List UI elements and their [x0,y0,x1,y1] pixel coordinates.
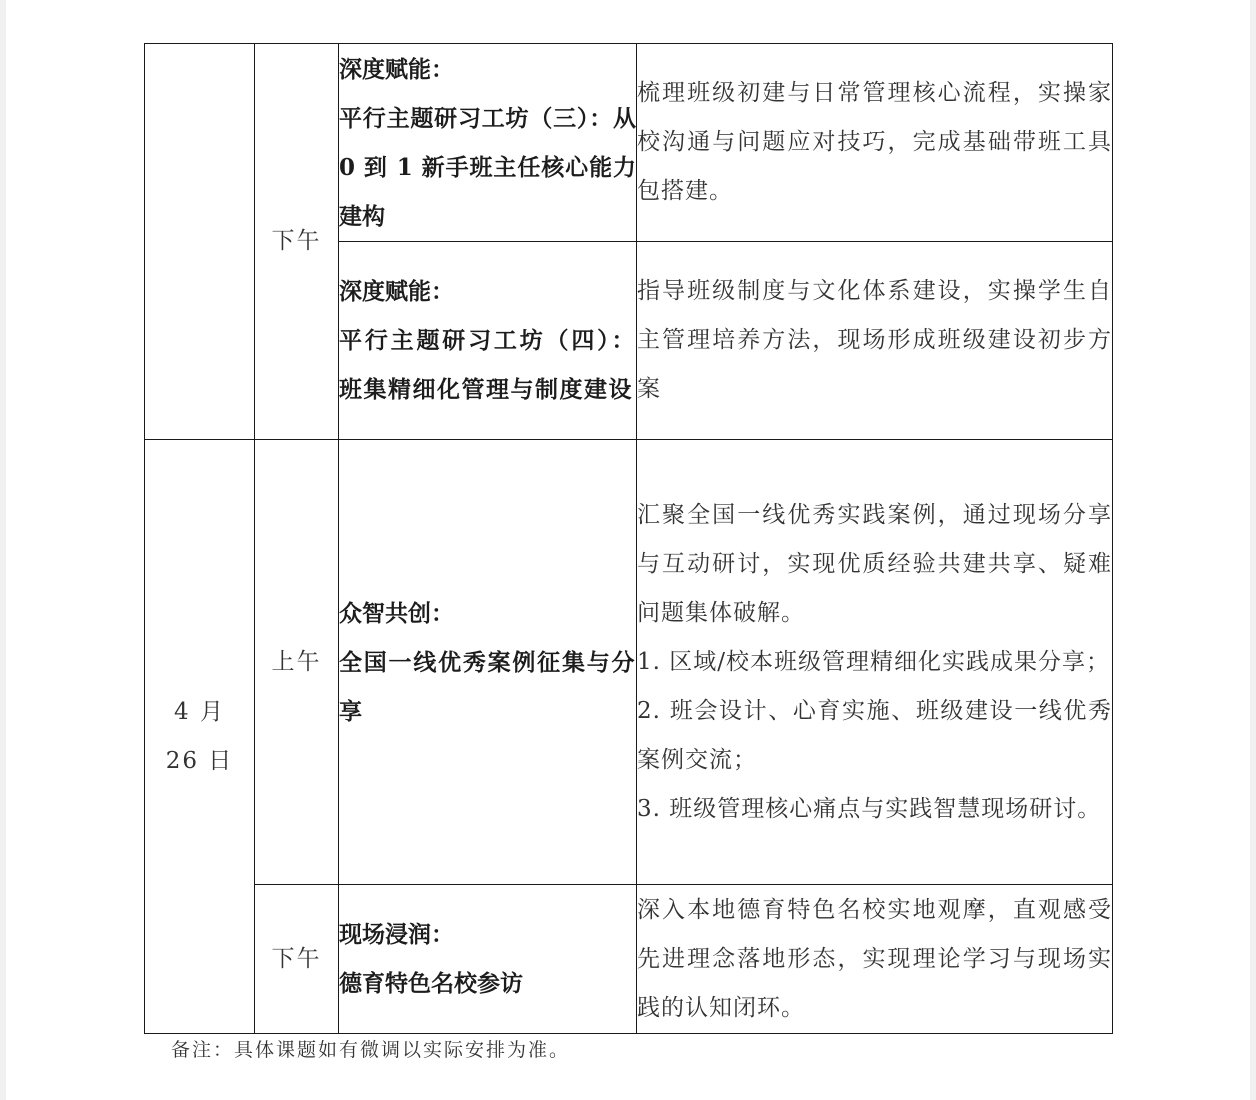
topic-cell [339,44,637,242]
period-cell: 上午 [255,440,339,885]
period-cell: 下午 [255,885,339,1034]
schedule-table [144,43,1113,1034]
topic-heading: 现场浸润： [339,921,454,948]
topic-cell [339,885,637,1034]
table-row [145,440,1113,885]
topic-title: 平行主题研习工坊（三）：从 0 到 1 新手班主任核心能力建构 [339,104,636,230]
period-cell: 下午 [255,44,339,440]
description-item: 1. 区域/校本班级管理精细化实践成果分享； [637,648,1111,675]
date-month: 4 月 [174,698,225,725]
description-cell: 梳理班级初建与日常管理核心流程，实操家校沟通与问题应对技巧，完成基础带班工具包搭建。 [637,44,1113,242]
topic-heading: 深度赋能： [339,55,454,83]
page-edge-right [1250,0,1256,1100]
description-item: 3. 班级管理核心痛点与实践智慧现场研讨。 [637,795,1102,822]
description-intro: 汇聚全国一线优秀实践案例，通过现场分享与互动研讨，实现优质经验共建共享、疑难问题集体破解。 [637,501,1112,626]
topic-cell [339,440,637,885]
topic-cell [339,242,637,440]
table-row [145,885,1113,1034]
page-edge-left [0,0,6,1100]
date-cell [145,440,255,1034]
description-cell [637,440,1113,885]
topic-title: 德育特色名校参访 [339,970,523,997]
footnote: 备注：具体课题如有微调以实际安排为准。 [171,1039,571,1061]
table-row [145,44,1113,242]
description-item: 2. 班会设计、心育实施、班级建设一线优秀案例交流； [637,697,1112,773]
topic-heading: 深度赋能： [339,278,454,305]
description-cell: 深入本地德育特色名校实地观摩，直观感受先进理念落地形态，实现理论学习与现场实践的认知闭环。 [637,885,1113,1034]
topic-title: 全国一线优秀案例征集与分享 [339,648,636,725]
topic-title: 平行主题研习工坊（四）：班集精细化管理与制度建设 [339,327,636,403]
date-cell-empty [145,44,255,440]
date-day: 26 日 [165,747,234,774]
description-cell: 指导班级制度与文化体系建设，实操学生自主管理培养方法，现场形成班级建设初步方案 [637,242,1113,440]
topic-heading: 众智共创： [339,599,454,627]
